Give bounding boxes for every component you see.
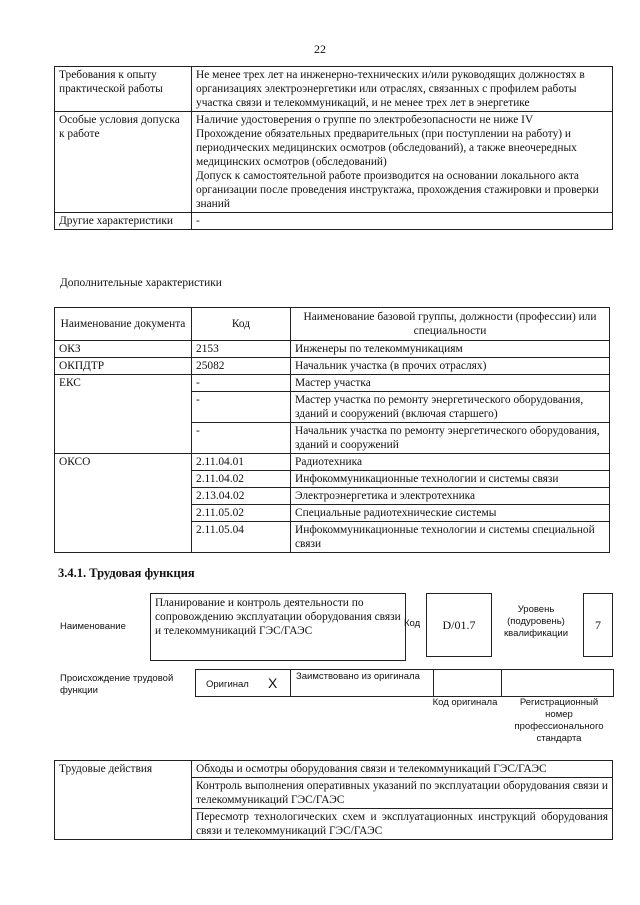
code-cell: 2.13.04.02 [192,488,291,505]
code-cell: 2.11.04.01 [192,454,291,471]
action-item: Пересмотр технологических схем и эксплуатационных инструкций оборудования связи и телекоммуникаций ГЭС/ГАЭС [192,809,613,840]
code-cell: 2.11.04.02 [192,471,291,488]
level-label: Уровень (подуровень) квалификации [503,604,569,639]
requirement-label: Требования к опыту практической работы [55,67,192,112]
divider [290,670,291,696]
code-cell: - [192,392,291,423]
labor-actions-table [54,760,613,840]
original-mark: X [268,675,278,691]
table-row [55,341,610,358]
requirement-label: Другие характеристики [55,213,192,230]
name-cell: Инженеры по телекоммуникациям [291,341,610,358]
code-label: Код [404,618,421,629]
action-item: Контроль выполнения оперативных указаний по эксплуатации оборудования связи и телекоммуникаций ГЭС/ГАЭС [192,778,613,809]
requirements-table [54,66,613,230]
requirement-line: Допуск к самостоятельной работе производится на основании локального акта организации после проведения инструктажа, прохождения стажировки и проверки знаний [196,170,599,210]
function-code-value: D/01.7 [426,593,492,657]
table-row [55,112,613,213]
code-cell: 25082 [192,358,291,375]
name-cell: Инфокоммуникационные технологии и системы связи [291,471,610,488]
code-cell: - [192,375,291,392]
origin-label: Происхождение трудовой функции [60,673,174,696]
name-cell: Электроэнергетика и электротехника [291,488,610,505]
table-row [55,67,613,112]
original-label: Оригинал [206,679,249,690]
table-row [55,761,613,778]
divider [433,670,434,696]
name-cell: Специальные радиотехнические системы [291,505,610,522]
name-cell: Радиотехника [291,454,610,471]
name-cell: Начальник участка (в прочих отраслях) [291,358,610,375]
action-item: Обходы и осмотры оборудования связи и телекоммуникаций ГЭС/ГАЭС [192,761,613,778]
doc-cell: ЕКС [55,375,192,454]
table-row [55,213,613,230]
additional-characteristics-table [54,307,610,553]
page-number: 22 [314,42,326,56]
reg-number-label: Регистрационный номер профессионального стандарта [514,697,604,744]
level-value: 7 [583,593,613,657]
name-cell: Мастер участка [291,375,610,392]
code-cell: - [192,423,291,454]
requirement-label: Особые условия допуска к работе [55,112,192,213]
doc-cell: ОКЗ [55,341,192,358]
requirement-value [192,112,613,213]
function-title: 3.4.1. Трудовая функция [58,566,195,580]
code-original-label: Код оригинала [432,697,498,708]
table-row [55,454,610,471]
doc-cell: ОКПДТР [55,358,192,375]
column-header: Код [192,308,291,341]
requirement-value: Не менее трех лет на инженерно-технических и/или руководящих должностях в организациях электроэнергетики или отраслях, связанных с профилем работы участка связи и телекоммуникаций, и не менее трех лет в энергетике [192,67,613,112]
actions-label: Трудовые действия [55,761,192,840]
column-header: Наименование документа [55,308,192,341]
table-header-row [55,308,610,341]
doc-cell: ОКСО [55,454,192,553]
code-cell: 2153 [192,341,291,358]
name-cell: Инфокоммуникационные технологии и системы специальной связи [291,522,610,553]
divider [501,670,502,696]
requirement-line: Наличие удостоверения о группе по электробезопасности не ниже IV [196,114,534,126]
name-cell: Мастер участка по ремонту энергетического оборудования, зданий и сооружений (включая старшего) [291,392,610,423]
column-header: Наименование базовой группы, должности (профессии) или специальности [291,308,610,341]
code-cell: 2.11.05.02 [192,505,291,522]
name-label: Наименование [60,621,126,632]
borrowed-label: Заимствовано из оригинала [296,671,420,682]
name-cell: Начальник участка по ремонту энергетического оборудования, зданий и сооружений [291,423,610,454]
code-cell: 2.11.05.04 [192,522,291,553]
requirement-value: - [192,213,613,230]
origin-box [195,669,614,697]
section-title: Дополнительные характеристики [60,277,222,289]
requirement-line: Прохождение обязательных предварительных (при поступлении на работу) и периодических медицинских осмотров (обследований), а также внеочередных медицинских осмотров (обследований) [196,128,577,168]
function-name-value: Планирование и контроль деятельности по сопровождению эксплуатации оборудования связи и телекоммуникаций ГЭС/ГАЭС [150,593,406,661]
table-row [55,375,610,392]
table-row [55,358,610,375]
